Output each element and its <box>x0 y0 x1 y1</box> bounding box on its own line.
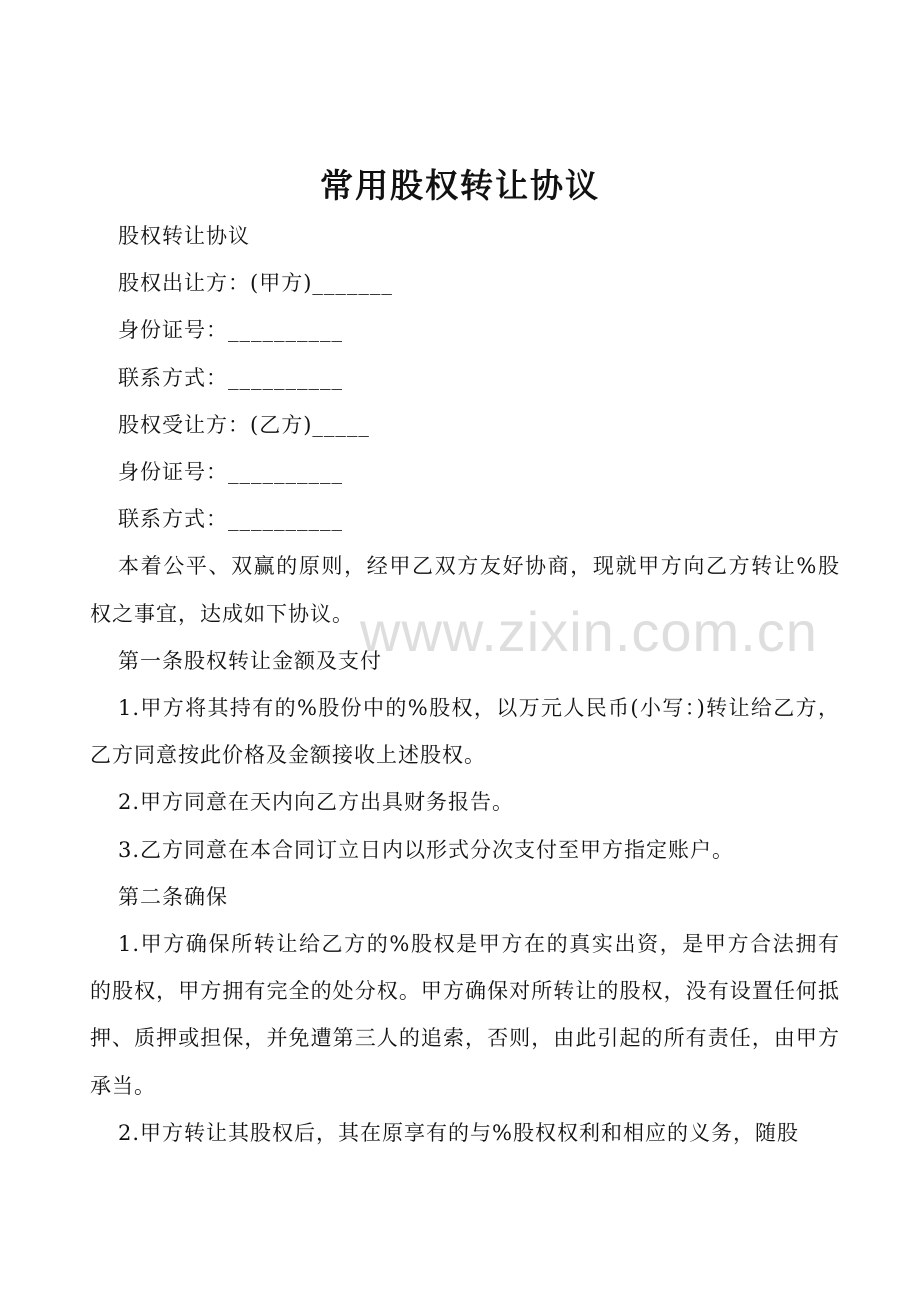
article-one-clause-3: 3.乙方同意在本合同订立日内以形式分次支付至甲方指定账户。 <box>118 837 735 862</box>
article-one-heading: 第一条股权转让金额及支付 <box>118 648 382 673</box>
article-one-clause-1: 1.甲方将其持有的%股份中的%股权，以万元人民币(小写：)转让给乙方，乙方同意按此价格及金额接收上述股权。 <box>90 696 840 768</box>
contact-line-b: 联系方式：__________ <box>118 507 343 532</box>
article-two-clause-1: 1.甲方确保所转让给乙方的%股权是甲方在的真实出资，是甲方合法拥有的股权，甲方拥有完全的处分权。甲方确保对所转让的股权，没有设置任何抵押、质押或担保，并免遭第三人的追索，否则，由此引起的所有责任，由甲方承当。 <box>90 932 840 1098</box>
preamble-paragraph: 本着公平、双赢的原则，经甲乙双方友好协商，现就甲方向乙方转让%股权之事宜，达成如下协议。 <box>90 554 840 626</box>
watermark-text: www.zixin.com.cn <box>360 600 818 663</box>
article-two-heading: 第二条确保 <box>118 884 228 909</box>
article-one-clause-2: 2.甲方同意在天内向乙方出具财务报告。 <box>118 790 515 815</box>
id-number-line-b: 身份证号：__________ <box>118 460 343 485</box>
paragraph-heading: 股权转让协议 <box>118 224 250 248</box>
id-number-line-a: 身份证号：__________ <box>118 318 343 343</box>
transferor-line: 股权出让方：(甲方)_______ <box>118 271 393 296</box>
article-two-clause-2: 2.甲方转让其股权后，其在原享有的与%股权权利和相应的义务，随股 <box>118 1120 799 1145</box>
document-title: 常用股权转让协议 <box>320 166 600 205</box>
document-body <box>90 213 840 1157</box>
transferee-line: 股权受让方：(乙方)_____ <box>118 412 370 437</box>
contact-line-a: 联系方式：__________ <box>118 365 343 390</box>
